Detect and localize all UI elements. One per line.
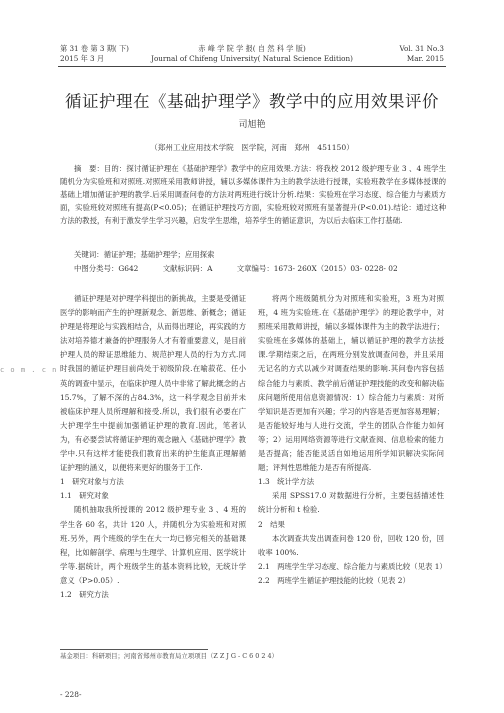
body-right-column xyxy=(258,292,447,588)
funding-footnote: 基金项目：科研项目；河南省郑州市教育局立项项目（Z Z J G - C 6 0 2 4） xyxy=(60,652,278,660)
statistics-paragraph: 采用 SPSS17.0 对数据进行分析，主要包括描述性统计分析和 t 检验. xyxy=(258,491,444,515)
article-author: 司旭艳 xyxy=(238,120,266,130)
article-title: 循证护理在《基础护理学》教学中的应用效果评价 xyxy=(65,92,439,111)
page-number: - 228- xyxy=(60,690,82,699)
clc-number: 中图分类号：G642 xyxy=(74,264,139,273)
header-month: Mar. 2015 xyxy=(406,54,444,63)
article-keywords: 关键词：循证护理；基础护理学；应用探索 xyxy=(74,250,215,259)
subsection-heading: 1.2 研究方法 xyxy=(60,589,109,599)
header-journal-en: Journal of Chifeng University( Natural Science Edition) xyxy=(151,54,353,63)
article-number: 文章编号：1673- 260X（2015）03- 0228- 02 xyxy=(236,264,398,273)
subsection-heading: 1.3 统计学方法 xyxy=(258,477,315,487)
subjects-paragraph: 随机抽取我所授课的 2012 级护理专业 3 、4 班的学生各 60 名，共计 120 人，并随机分为实验班和对照班.另外，两个班级的学生在大一均已修完相关的基础课程，比如解剖学、病理与生理学、计算机应用、医学统计学等.据统计，两个班级学生的基本资料比较，无统计学意义（P>0.05）. xyxy=(60,505,246,585)
subsection-heading: 1.1 研究对象 xyxy=(60,491,109,501)
footnote-divider xyxy=(60,649,208,650)
header-date: 2015 年 3 月 xyxy=(60,54,105,63)
subsection-heading: 2.1 两班学生学习态度、综合能力与素质比较（见表 1） xyxy=(258,561,447,571)
header-vol-no: Vol. 31 No.3 xyxy=(399,44,444,53)
section-heading: 2 结果 xyxy=(258,519,285,529)
article-classification xyxy=(74,263,398,274)
article-abstract: 摘 要：目的：探讨循证护理在《基础护理学》教学中的应用效果.方法：将我校 2012 级护理专业 3 、4 班学生随机分为实验班和对照班.对照班采用教师讲授，辅以多媒体课件为主的教学法进行授课，实验班教学在多媒体授课的基础上增加循证护理的教学.后采用调查问卷的方法对两班进行统计分析.结果：实验班在学习态度、综合能力与素质方面，实验班较对照班有提高(P<0.05)；在循证护理技巧方面，实验班较对照班有显著提升(P<0.01).结论：通过这种方法的教授，有利于激发学生学习兴趣，启发学生思维，培养学生的循证意识，为以后去临床工作打基础. xyxy=(60,164,446,225)
subsection-heading: 2.2 两班学生循证护理技能的比较（见表 2） xyxy=(258,575,410,585)
header-issue-info xyxy=(399,44,444,64)
document-code: 文献标识码：A xyxy=(162,264,213,273)
site-watermark: c o m . c n xyxy=(0,366,58,374)
header-volume: 第 31 卷 第 3 期( 下) xyxy=(60,44,129,53)
header-journal-cn: 赤 峰 学 院 学 报( 自 然 科 学 版) xyxy=(198,44,306,53)
methods-paragraph: 将两个班级随机分为对照班和实验班，3 班为对照班，4 班为实验班.在《基础护理学》的理论教学中，对照班采用教师讲授，辅以多媒体课件为主的教学法进行；实验班在多媒体的基础上，辅以循证护理的教学方法授课.学期结束之后，在两班分别发放调查问卷，并且采用无记名的方式以减少对调查结果的影响.其问卷内容包括综合能力与素质、教学前后循证护理技能的改变和解决临床问题所使用信息资源情况：1）综合能力与素质：对所学知识是否更加有兴趣；学习的内容是否更加容易理解；是否能较好地与人进行交流，学生的团队合作能力如何等；2）运用网络资源等进行文献查阅、信息检索的能力是否提高；能否能灵活自如地运用所学知识解决实际问题；评判性思维能力是否有所提高. xyxy=(258,294,444,473)
article-affiliation: （郑州工业应用技术学院 医学院，河南 郑州 451150） xyxy=(150,143,354,152)
body-left-column xyxy=(60,292,246,602)
header-divider xyxy=(58,66,446,67)
section-heading: 1 研究对象与方法 xyxy=(60,477,124,487)
results-paragraph: 本次调查共发出调查问卷 120 份，回收 120 份，回收率 100%. xyxy=(258,533,444,557)
intro-paragraph: 循证护理是对护理学科提出的新挑战，主要是受循证医学的影响而产生的护理新观念、新思维、新概念；循证护理是将理论与实践相结合，从而得出理论，再实践的方法对培养德才兼备的护理服务人才有着重要意义，是目前护理人员的辩证思维能力、规范护理人员的行为方式.同时我国的循证护理目前尚处于初级阶段.在喻菽花、任小英的调查中显示，在临床护理人员中非常了解此概念的占15.7%，了解不深的占84.3%，这一科学观念目前并未被临床护理人员所理解和接受.所以，我们很有必要在广大护理学生中提前加强循证护理的教育.因此，笔者认为，有必要尝试将循证护理的观念融入《基础护理学》教学中.只有这样才能使我们教育出来的护生能真正理解循证护理的涵义，以便将来更好的服务于工作. xyxy=(60,294,246,473)
